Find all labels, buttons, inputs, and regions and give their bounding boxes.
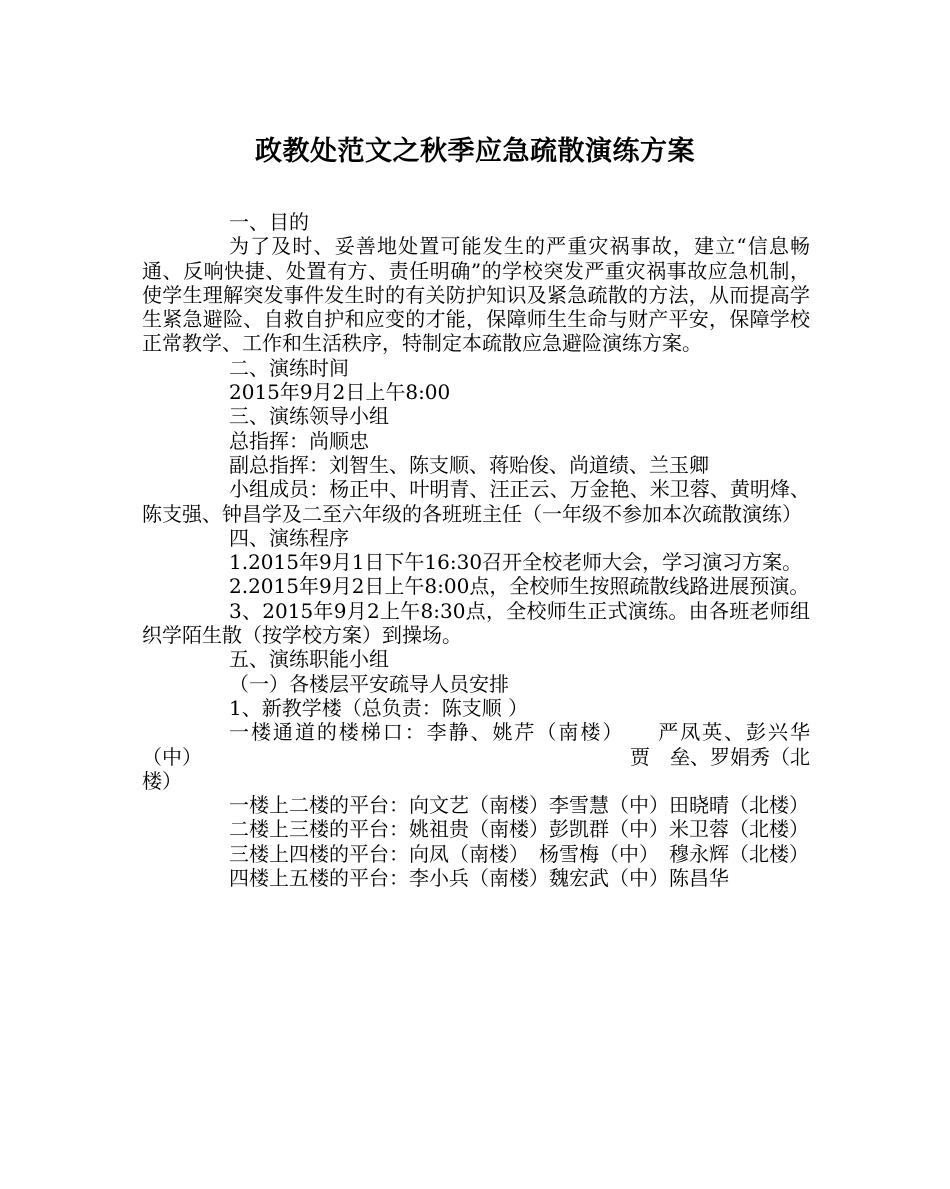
floor1-to-floor2-platform: 一楼上二楼的平台：向文艺（南楼）李雪慧（中）田晓晴（北楼）: [229, 793, 809, 818]
section-heading-functional-groups: 五、演练职能小组: [229, 647, 389, 672]
section-heading-drill-time: 二、演练时间: [229, 355, 349, 380]
procedure-step-3: 3、2015年9月2上午8:30点，全校师生正式演练。由各班老师组织学陌生散（按学校方案）到操场。: [142, 598, 810, 648]
new-building-heading: 1、新教学楼（总负责：陈支顺 ）: [229, 695, 529, 720]
floor4-to-floor5-platform: 四楼上五楼的平台：李小兵（南楼）魏宏武（中）陈昌华: [229, 866, 729, 891]
floor1-stairs-continuation: [142, 745, 810, 769]
floor1-middle-label: （中）: [142, 744, 202, 769]
procedure-step-2: 2.2015年9月2日上午8:00点，全校师生按照疏散线路进展预演。: [229, 574, 810, 599]
floor3-to-floor4-platform: 三楼上四楼的平台：向凤（南楼） 杨雪梅（中） 穆永辉（北楼）: [229, 841, 809, 866]
purpose-paragraph: 为了及时、妥善地处置可能发生的严重灾祸事故，建立“信息畅通、反响快捷、处置有方、责任明确”的学校突发严重灾祸事故应急机制，使学生理解突发事件发生时的有关防护知识及紧急疏散的方法，从而提高学生紧急避险、自救自护和应变的才能，保障师生生命与财产平安，保障学校正常教学、工作和生活秩序，特制定本疏散应急避险演练方案。: [142, 234, 810, 356]
subsection-heading-floor-guides: （一）各楼层平安疏导人员安排: [229, 671, 509, 696]
floor1-stairs-line: 一楼通道的楼梯口：李静、姚芹（南楼） 严凤英、彭兴华: [229, 720, 810, 745]
section-heading-purpose: 一、目的: [229, 210, 309, 234]
section-heading-drill-procedure: 四、演练程序: [229, 525, 349, 550]
floor2-to-floor3-platform: 二楼上三楼的平台：姚祖贵（南楼）彭凯群（中）米卫蓉（北楼）: [229, 817, 809, 842]
floor1-north-names: 贾 垒、罗娟秀（北: [630, 744, 810, 769]
commander-text: 总指挥：尚顺忠: [229, 428, 369, 453]
document-body: [142, 210, 810, 890]
group-members-text: 小组成员：杨正中、叶明青、汪正云、万金艳、米卫蓉、黄明烽、陈支强、钟昌学及二至六年级的各班班主任（一年级不参加本次疏散演练）: [142, 477, 810, 526]
drill-time-text: 2015年9月2日上午8:00: [229, 380, 451, 405]
deputy-commander-text: 副总指挥：刘智生、陈支顺、蒋贻俊、尚道绩、兰玉卿: [229, 452, 709, 477]
procedure-step-1: 1.2015年9月1日下午16:30召开全校老师大会，学习演习方案。: [229, 550, 803, 575]
document-title: 政教处范文之秋季应急疏散演练方案: [255, 136, 695, 167]
floor1-north-label-end: 楼）: [142, 768, 182, 793]
section-heading-leadership-group: 三、演练领导小组: [229, 404, 389, 429]
